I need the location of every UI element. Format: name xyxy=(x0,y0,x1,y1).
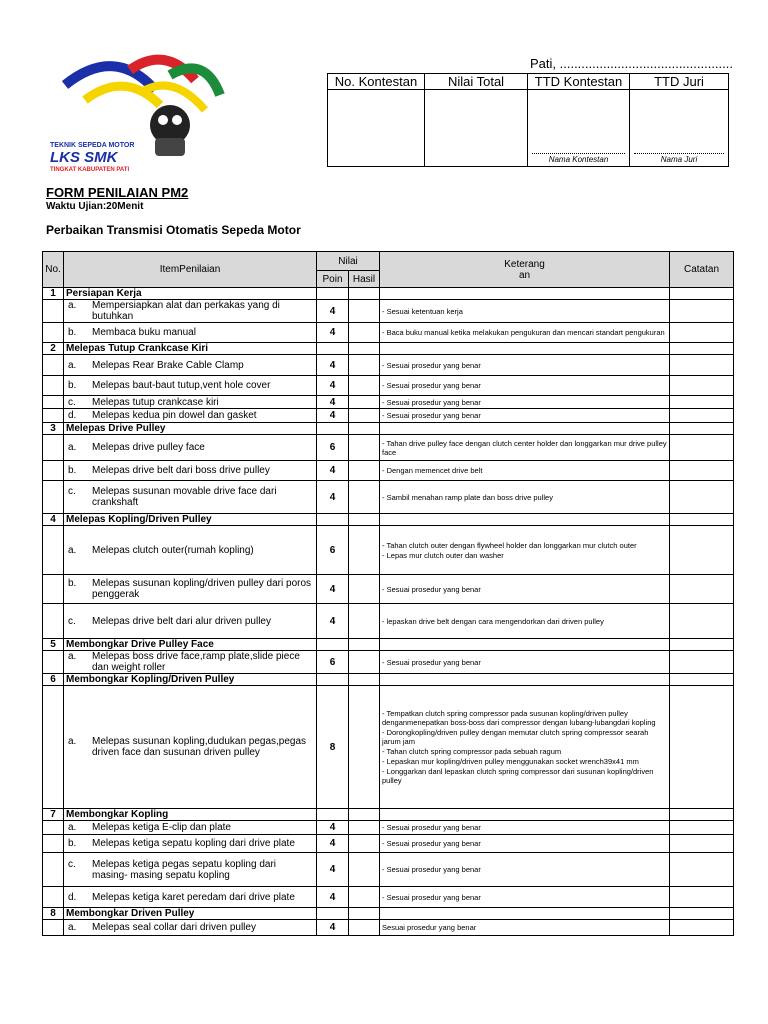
item-poin: 4 xyxy=(317,355,349,376)
keterangan-line: - lepaskan drive belt dengan cara mengendorkan dari driven pulley xyxy=(382,616,604,626)
item-letter: a. xyxy=(68,822,77,833)
keterangan-line: - Sesuai prosedur yang benar xyxy=(382,381,481,390)
item-keterangan xyxy=(380,376,670,396)
item-text: Melepas drive belt dari alur driven pulley xyxy=(92,615,271,627)
section-empty-cell xyxy=(349,639,380,651)
item-row xyxy=(43,396,734,409)
item-row xyxy=(43,651,734,674)
item-letter: a. xyxy=(68,651,77,662)
item-number-cell xyxy=(43,481,64,514)
item-number-cell xyxy=(43,323,64,343)
keterangan-line: Sesuai prosedur yang benar xyxy=(382,923,477,932)
keterangan-line: - Sesuai ketentuan kerja xyxy=(382,306,463,316)
item-letter: a. xyxy=(68,544,77,556)
item-number-cell xyxy=(43,300,64,323)
item-letter: a. xyxy=(68,300,77,311)
item-text: Melepas drive pulley face xyxy=(92,442,205,453)
section-empty-cell xyxy=(670,288,734,300)
section-number: 3 xyxy=(43,423,64,435)
section-empty-cell xyxy=(380,908,670,920)
item-number-cell xyxy=(43,435,64,461)
item-keterangan xyxy=(380,821,670,835)
keterangan-line: - Sesuai prosedur yang benar xyxy=(382,657,481,667)
item-cell xyxy=(64,686,317,809)
sig-header-ttd-kontestan: TTD Kontestan xyxy=(528,74,630,90)
item-keterangan xyxy=(380,920,670,936)
item-cell xyxy=(64,376,317,396)
item-hasil-input[interactable] xyxy=(349,435,380,461)
item-catatan-input[interactable] xyxy=(670,355,734,376)
item-row xyxy=(43,604,734,639)
section-empty-cell xyxy=(670,674,734,686)
sig-header-ttd-juri: TTD Juri xyxy=(630,74,729,90)
item-cell xyxy=(64,355,317,376)
item-cell xyxy=(64,323,317,343)
item-keterangan xyxy=(380,409,670,423)
section-row xyxy=(43,343,734,355)
item-letter: a. xyxy=(68,922,77,933)
item-keterangan xyxy=(380,575,670,604)
item-hasil-input[interactable] xyxy=(349,853,380,887)
section-empty-cell xyxy=(380,674,670,686)
item-number-cell xyxy=(43,461,64,481)
item-catatan-input[interactable] xyxy=(670,853,734,887)
item-letter: c. xyxy=(68,396,76,408)
section-number: 7 xyxy=(43,809,64,821)
section-number: 1 xyxy=(43,288,64,300)
item-cell xyxy=(64,575,317,604)
logo-graphic xyxy=(45,50,245,175)
item-row xyxy=(43,355,734,376)
item-letter: b. xyxy=(68,465,77,476)
item-letter: d. xyxy=(68,410,77,421)
section-empty-cell xyxy=(380,514,670,526)
item-poin: 4 xyxy=(317,461,349,481)
item-catatan-input[interactable] xyxy=(670,409,734,423)
item-catatan-input[interactable] xyxy=(670,435,734,461)
item-text: Melepas clutch outer(rumah kopling) xyxy=(92,544,254,556)
section-empty-cell xyxy=(317,423,349,435)
item-cell xyxy=(64,604,317,639)
form-title: FORM PENILAIAN PM2 xyxy=(46,185,189,200)
section-title: Membongkar Drive Pulley Face xyxy=(64,639,317,651)
item-poin: 4 xyxy=(317,821,349,835)
item-poin: 8 xyxy=(317,686,349,809)
item-row xyxy=(43,575,734,604)
section-row xyxy=(43,908,734,920)
section-empty-cell xyxy=(380,639,670,651)
item-catatan-input[interactable] xyxy=(670,481,734,514)
keterangan-line: - Lepas mur clutch outer dan washer xyxy=(382,550,504,560)
item-poin: 4 xyxy=(317,396,349,409)
item-keterangan xyxy=(380,651,670,674)
item-number-cell xyxy=(43,651,64,674)
section-empty-cell xyxy=(349,288,380,300)
item-hasil-input[interactable] xyxy=(349,575,380,604)
item-text: Melepas susunan movable drive face dari crankshaft xyxy=(92,486,277,508)
section-row xyxy=(43,514,734,526)
item-number-cell xyxy=(43,604,64,639)
item-row xyxy=(43,409,734,423)
item-cell xyxy=(64,461,317,481)
item-letter: a. xyxy=(68,736,77,747)
item-poin: 6 xyxy=(317,526,349,575)
item-cell xyxy=(64,409,317,423)
item-keterangan xyxy=(380,323,670,343)
section-title: Membongkar Kopling/Driven Pulley xyxy=(64,674,317,686)
section-empty-cell xyxy=(349,809,380,821)
item-hasil-input[interactable] xyxy=(349,396,380,409)
item-keterangan xyxy=(380,887,670,908)
item-row xyxy=(43,300,734,323)
item-poin: 4 xyxy=(317,323,349,343)
section-row xyxy=(43,288,734,300)
item-poin: 4 xyxy=(317,575,349,604)
item-number-cell xyxy=(43,409,64,423)
item-catatan-input[interactable] xyxy=(670,396,734,409)
item-poin: 4 xyxy=(317,300,349,323)
section-empty-cell xyxy=(380,423,670,435)
keterangan-line: - Lepaskan mur kopling/driven pulley menggunakan socket wrench39x41 mm xyxy=(382,757,639,766)
section-empty-cell xyxy=(317,288,349,300)
sig-cell-ttd-juri[interactable] xyxy=(630,90,729,167)
item-catatan-input[interactable] xyxy=(670,651,734,674)
item-hasil-input[interactable] xyxy=(349,355,380,376)
item-text: Mempersiapkan alat dan perkakas yang di butuhkan xyxy=(92,300,280,322)
place-date: Pati, ................................................ xyxy=(530,56,733,71)
item-poin: 4 xyxy=(317,835,349,853)
item-catatan-input[interactable] xyxy=(670,300,734,323)
item-text: Melepas kedua pin dowel dan gasket xyxy=(92,410,257,421)
item-keterangan xyxy=(380,396,670,409)
item-letter: a. xyxy=(68,359,77,371)
section-empty-cell xyxy=(317,908,349,920)
section-title: Persiapan Kerja xyxy=(64,288,317,300)
item-row xyxy=(43,821,734,835)
keterangan-line: - Tahan drive pulley face dengan clutch center holder dan longgarkan mur drive pulley face xyxy=(382,438,667,457)
section-empty-cell xyxy=(317,343,349,355)
item-number-cell xyxy=(43,920,64,936)
section-empty-cell xyxy=(670,639,734,651)
item-poin: 4 xyxy=(317,376,349,396)
item-cell xyxy=(64,526,317,575)
sig-header-kontestan: No. Kontestan xyxy=(328,74,425,90)
item-catatan-input[interactable] xyxy=(670,526,734,575)
item-cell xyxy=(64,300,317,323)
assessment-table xyxy=(42,251,734,936)
header-catatan: Catatan xyxy=(670,252,734,288)
item-hasil-input[interactable] xyxy=(349,323,380,343)
header-no: No. xyxy=(43,252,64,288)
item-row xyxy=(43,835,734,853)
section-empty-cell xyxy=(317,809,349,821)
sig-cell-no[interactable] xyxy=(328,90,425,167)
section-empty-cell xyxy=(349,423,380,435)
header-keterangan: Keterang an xyxy=(380,252,670,288)
item-row xyxy=(43,920,734,936)
item-row xyxy=(43,323,734,343)
item-letter: c. xyxy=(68,858,76,870)
item-text: Melepas susunan kopling,dudukan pegas,pegas driven face dan susunan driven pulley xyxy=(92,736,307,758)
item-hasil-input[interactable] xyxy=(349,651,380,674)
keterangan-line: - Tahan clutch outer dengan flywheel holder dan longgarkan mur clutch outer xyxy=(382,540,637,550)
item-text: Melepas baut-baut tutup,vent hole cover xyxy=(92,380,271,391)
item-row xyxy=(43,526,734,575)
item-hasil-input[interactable] xyxy=(349,526,380,575)
item-letter: b. xyxy=(68,578,77,589)
item-hasil-input[interactable] xyxy=(349,376,380,396)
item-row xyxy=(43,887,734,908)
header-poin: Poin xyxy=(317,271,349,288)
item-hasil-input[interactable] xyxy=(349,461,380,481)
keterangan-line: - Tahan clutch spring compressor pada sebuah ragum xyxy=(382,747,562,756)
keterangan-line: - Sesuai prosedur yang benar xyxy=(382,839,481,848)
item-keterangan xyxy=(380,526,670,575)
item-number-cell xyxy=(43,853,64,887)
item-keterangan xyxy=(380,686,670,809)
item-letter: d. xyxy=(68,891,77,903)
item-cell xyxy=(64,396,317,409)
item-text: Membaca buku manual xyxy=(92,327,196,338)
item-keterangan xyxy=(380,853,670,887)
form-subtitle: Perbaikan Transmisi Otomatis Sepeda Motor xyxy=(46,223,301,237)
item-row xyxy=(43,481,734,514)
section-empty-cell xyxy=(670,809,734,821)
item-catatan-input[interactable] xyxy=(670,686,734,809)
header-nilai: Nilai xyxy=(317,252,380,271)
section-number: 2 xyxy=(43,343,64,355)
section-title: Melepas Tutup Crankcase Kiri xyxy=(64,343,317,355)
item-poin: 4 xyxy=(317,409,349,423)
keterangan-line: - Tempatkan clutch spring compressor pada susunan kopling/driven pulley denganmenepatkan boss-boss dari compressor dengan lubang-lubangdari kopling xyxy=(382,709,656,727)
item-poin: 6 xyxy=(317,651,349,674)
keterangan-line: - Dengan memencet drive belt xyxy=(382,466,483,475)
item-letter: b. xyxy=(68,838,77,849)
item-number-cell xyxy=(43,355,64,376)
item-row xyxy=(43,853,734,887)
keterangan-line: - Longgarkan danl lepaskan clutch spring compressor dari susunan kopling/driven pulley xyxy=(382,767,654,785)
section-row xyxy=(43,674,734,686)
section-title: Membongkar Kopling xyxy=(64,809,317,821)
section-empty-cell xyxy=(380,809,670,821)
section-empty-cell xyxy=(349,514,380,526)
section-number: 6 xyxy=(43,674,64,686)
keterangan-line: - Sambil menahan ramp plate dan boss drive pulley xyxy=(382,492,553,502)
section-empty-cell xyxy=(317,639,349,651)
item-cell xyxy=(64,887,317,908)
item-number-cell xyxy=(43,376,64,396)
sig-header-nilai: Nilai Total xyxy=(425,74,528,90)
item-hasil-input[interactable] xyxy=(349,887,380,908)
section-empty-cell xyxy=(317,674,349,686)
keterangan-line: - Dorongkopling/driven pulley dengan memutar clutch spring compressor searah jarum jam xyxy=(382,728,649,746)
item-text: Melepas Rear Brake Cable Clamp xyxy=(92,359,244,371)
item-letter: c. xyxy=(68,486,76,497)
keterangan-line: - Sesuai prosedur yang benar xyxy=(382,397,481,407)
item-cell xyxy=(64,920,317,936)
item-number-cell xyxy=(43,835,64,853)
item-number-cell xyxy=(43,526,64,575)
item-poin: 4 xyxy=(317,920,349,936)
item-text: Melepas ketiga sepatu kopling dari drive plate xyxy=(92,838,295,849)
item-letter: b. xyxy=(68,327,77,338)
item-catatan-input[interactable] xyxy=(670,920,734,936)
item-keterangan xyxy=(380,604,670,639)
section-title: Membongkar Driven Pulley xyxy=(64,908,317,920)
section-title: Melepas Drive Pulley xyxy=(64,423,317,435)
nama-kontestan-label: Nama Kontestan xyxy=(532,153,625,164)
item-text: Melepas seal collar dari driven pulley xyxy=(92,922,256,933)
item-text: Melepas drive belt dari boss drive pulley xyxy=(92,465,270,476)
logo-line3: TINGKAT KABUPATEN PATI xyxy=(50,167,130,173)
item-number-cell xyxy=(43,396,64,409)
item-keterangan xyxy=(380,481,670,514)
item-text: Melepas ketiga pegas sepatu kopling dari masing- masing sepatu kopling xyxy=(92,858,277,881)
section-empty-cell xyxy=(349,343,380,355)
section-empty-cell xyxy=(670,343,734,355)
section-title: Melepas Kopling/Driven Pulley xyxy=(64,514,317,526)
section-empty-cell xyxy=(670,908,734,920)
item-text: Melepas boss drive face,ramp plate,slide piece dan weight roller xyxy=(92,651,300,673)
assessment-body xyxy=(43,288,734,936)
section-empty-cell xyxy=(349,674,380,686)
item-cell xyxy=(64,481,317,514)
item-poin: 4 xyxy=(317,853,349,887)
section-number: 5 xyxy=(43,639,64,651)
header-hasil: Hasil xyxy=(349,271,380,288)
logo-line2: LKS SMK xyxy=(50,149,118,166)
item-letter: c. xyxy=(68,615,76,627)
section-row xyxy=(43,639,734,651)
keterangan-line: - Sesuai prosedur yang benar xyxy=(382,823,481,832)
item-cell xyxy=(64,821,317,835)
section-row xyxy=(43,809,734,821)
item-row xyxy=(43,686,734,809)
item-catatan-input[interactable] xyxy=(670,887,734,908)
item-number-cell xyxy=(43,686,64,809)
item-letter: b. xyxy=(68,380,77,391)
item-catatan-input[interactable] xyxy=(670,323,734,343)
item-catatan-input[interactable] xyxy=(670,376,734,396)
item-keterangan xyxy=(380,435,670,461)
item-hasil-input[interactable] xyxy=(349,481,380,514)
item-hasil-input[interactable] xyxy=(349,604,380,639)
nama-juri-label: Nama Juri xyxy=(634,153,724,164)
keterangan-line: - Sesuai prosedur yang benar xyxy=(382,360,481,370)
item-poin: 4 xyxy=(317,481,349,514)
item-cell xyxy=(64,651,317,674)
signature-table xyxy=(327,73,729,167)
keterangan-line: - Sesuai prosedur yang benar xyxy=(382,865,481,874)
item-text: Melepas ketiga karet peredam dari drive plate xyxy=(92,891,295,903)
item-text: Melepas ketiga E-clip dan plate xyxy=(92,822,231,833)
item-keterangan xyxy=(380,461,670,481)
sig-cell-ttd-kontestan[interactable] xyxy=(528,90,630,167)
exam-time: Waktu Ujian:20Menit xyxy=(46,201,144,212)
item-keterangan xyxy=(380,835,670,853)
item-hasil-input[interactable] xyxy=(349,300,380,323)
section-row xyxy=(43,423,734,435)
item-number-cell xyxy=(43,887,64,908)
item-keterangan xyxy=(380,300,670,323)
sig-cell-nilai[interactable] xyxy=(425,90,528,167)
lks-smk-logo xyxy=(45,50,245,175)
item-cell xyxy=(64,853,317,887)
keterangan-line: - Sesuai prosedur yang benar xyxy=(382,411,481,420)
item-text: Melepas tutup crankcase kiri xyxy=(92,396,219,408)
item-number-cell xyxy=(43,575,64,604)
item-hasil-input[interactable] xyxy=(349,686,380,809)
item-row xyxy=(43,435,734,461)
item-catatan-input[interactable] xyxy=(670,575,734,604)
item-poin: 4 xyxy=(317,887,349,908)
section-number: 8 xyxy=(43,908,64,920)
item-hasil-input[interactable] xyxy=(349,920,380,936)
logo-line1: TEKNIK SEPEDA MOTOR xyxy=(50,142,135,149)
item-row xyxy=(43,461,734,481)
item-catatan-input[interactable] xyxy=(670,604,734,639)
item-keterangan xyxy=(380,355,670,376)
section-empty-cell xyxy=(670,423,734,435)
item-letter: a. xyxy=(68,442,77,453)
item-catatan-input[interactable] xyxy=(670,835,734,853)
item-text: Melepas susunan kopling/driven pulley dari poros penggerak xyxy=(92,578,312,600)
item-catatan-input[interactable] xyxy=(670,461,734,481)
item-cell xyxy=(64,435,317,461)
keterangan-line: - Sesuai prosedur yang benar xyxy=(382,584,481,594)
section-empty-cell xyxy=(380,343,670,355)
section-empty-cell xyxy=(317,514,349,526)
item-cell xyxy=(64,835,317,853)
keterangan-line: - Baca buku manual ketika melakukan pengukuran dan mencari standart pengukuran xyxy=(382,328,665,337)
keterangan-line: - Sesuai prosedur yang benar xyxy=(382,892,481,902)
item-row xyxy=(43,376,734,396)
section-empty-cell xyxy=(380,288,670,300)
item-hasil-input[interactable] xyxy=(349,409,380,423)
item-hasil-input[interactable] xyxy=(349,821,380,835)
section-empty-cell xyxy=(349,908,380,920)
item-poin: 6 xyxy=(317,435,349,461)
item-hasil-input[interactable] xyxy=(349,835,380,853)
item-number-cell xyxy=(43,821,64,835)
section-number: 4 xyxy=(43,514,64,526)
item-poin: 4 xyxy=(317,604,349,639)
item-catatan-input[interactable] xyxy=(670,821,734,835)
header-item: ItemPenilaian xyxy=(64,252,317,288)
section-empty-cell xyxy=(670,514,734,526)
